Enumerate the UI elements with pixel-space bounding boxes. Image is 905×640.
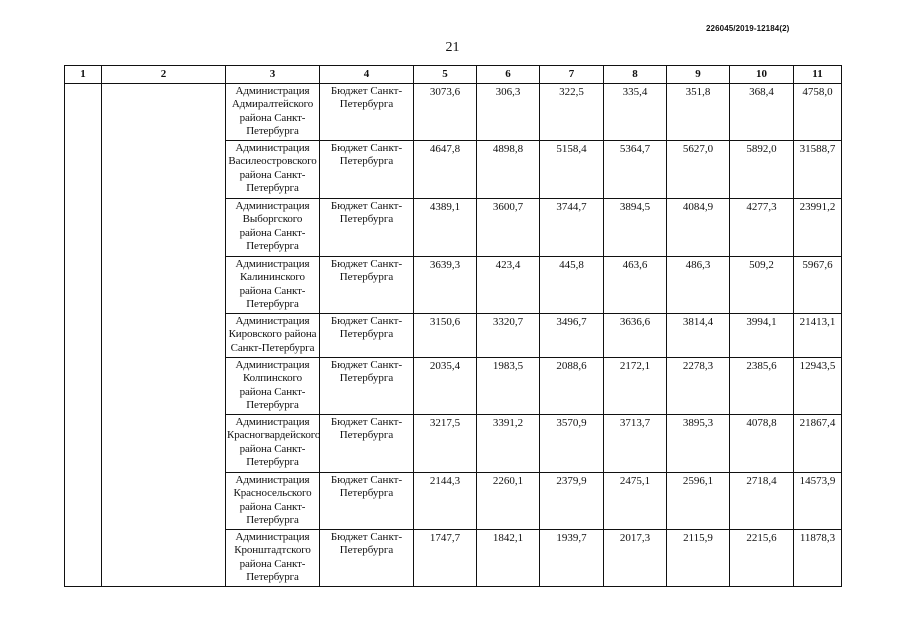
value-cell-col10: 2718,4 — [730, 473, 794, 530]
value-cell-col5: 4389,1 — [414, 199, 477, 257]
org-name-cell: Администрация Адмиралтейского района Санкт-Петербурга — [226, 84, 320, 141]
value-cell-col6: 3600,7 — [477, 199, 540, 257]
value-cell-col11: 31588,7 — [794, 141, 842, 199]
value-cell-col9: 2115,9 — [667, 530, 730, 587]
value-cell-col6: 1842,1 — [477, 530, 540, 587]
value-cell-col8: 2017,3 — [604, 530, 667, 587]
value-cell-col5: 2144,3 — [414, 473, 477, 530]
org-name-cell: Администрация Кронштадтского района Санкт-Петербурга — [226, 530, 320, 587]
empty-cell-col1 — [65, 84, 102, 587]
value-cell-col10: 2385,6 — [730, 358, 794, 415]
org-name-cell: Администрация Красносельского района Санкт-Петербурга — [226, 473, 320, 530]
value-cell-col6: 423,4 — [477, 257, 540, 314]
value-cell-col9: 2278,3 — [667, 358, 730, 415]
value-cell-col7: 322,5 — [540, 84, 604, 141]
table-row — [65, 84, 842, 141]
value-cell-col6: 1983,5 — [477, 358, 540, 415]
value-cell-col11: 12943,5 — [794, 358, 842, 415]
budget-source-cell: Бюджет Санкт-Петербурга — [320, 314, 414, 358]
value-cell-col7: 445,8 — [540, 257, 604, 314]
value-cell-col8: 2172,1 — [604, 358, 667, 415]
column-header-4: 4 — [320, 66, 414, 84]
budget-source-cell: Бюджет Санкт-Петербурга — [320, 84, 414, 141]
value-cell-col11: 14573,9 — [794, 473, 842, 530]
column-header-9: 9 — [667, 66, 730, 84]
budget-source-cell: Бюджет Санкт-Петербурга — [320, 473, 414, 530]
value-cell-col7: 1939,7 — [540, 530, 604, 587]
value-cell-col10: 3994,1 — [730, 314, 794, 358]
value-cell-col8: 2475,1 — [604, 473, 667, 530]
budget-source-cell: Бюджет Санкт-Петербурга — [320, 141, 414, 199]
org-name-cell: Администрация Василеостровского района Санкт-Петербурга — [226, 141, 320, 199]
value-cell-col5: 3217,5 — [414, 415, 477, 473]
value-cell-col5: 3073,6 — [414, 84, 477, 141]
column-header-1: 1 — [65, 66, 102, 84]
column-header-7: 7 — [540, 66, 604, 84]
document-id: 226045/2019-12184(2) — [706, 24, 790, 33]
value-cell-col11: 4758,0 — [794, 84, 842, 141]
column-header-3: 3 — [226, 66, 320, 84]
org-name-cell: Администрация Красногвардейского района Санкт-Петербурга — [226, 415, 320, 473]
value-cell-col7: 2379,9 — [540, 473, 604, 530]
value-cell-col8: 335,4 — [604, 84, 667, 141]
table-body — [65, 84, 842, 587]
value-cell-col5: 3639,3 — [414, 257, 477, 314]
value-cell-col10: 368,4 — [730, 84, 794, 141]
budget-table — [64, 65, 842, 587]
value-cell-col6: 2260,1 — [477, 473, 540, 530]
header-row — [65, 66, 842, 84]
column-header-8: 8 — [604, 66, 667, 84]
value-cell-col9: 2596,1 — [667, 473, 730, 530]
value-cell-col6: 4898,8 — [477, 141, 540, 199]
column-header-11: 11 — [794, 66, 842, 84]
value-cell-col8: 3713,7 — [604, 415, 667, 473]
budget-source-cell: Бюджет Санкт-Петербурга — [320, 358, 414, 415]
value-cell-col7: 3570,9 — [540, 415, 604, 473]
org-name-cell: Администрация Калининского района Санкт-Петербурга — [226, 257, 320, 314]
value-cell-col8: 3894,5 — [604, 199, 667, 257]
value-cell-col9: 4084,9 — [667, 199, 730, 257]
value-cell-col9: 351,8 — [667, 84, 730, 141]
value-cell-col8: 463,6 — [604, 257, 667, 314]
budget-source-cell: Бюджет Санкт-Петербурга — [320, 530, 414, 587]
value-cell-col5: 3150,6 — [414, 314, 477, 358]
value-cell-col9: 486,3 — [667, 257, 730, 314]
column-header-10: 10 — [730, 66, 794, 84]
value-cell-col8: 3636,6 — [604, 314, 667, 358]
value-cell-col6: 3391,2 — [477, 415, 540, 473]
value-cell-col11: 23991,2 — [794, 199, 842, 257]
empty-cell-col2 — [102, 84, 226, 587]
value-cell-col5: 1747,7 — [414, 530, 477, 587]
org-name-cell: Администрация Колпинского района Санкт-Петербурга — [226, 358, 320, 415]
value-cell-col5: 4647,8 — [414, 141, 477, 199]
value-cell-col7: 3744,7 — [540, 199, 604, 257]
value-cell-col10: 5892,0 — [730, 141, 794, 199]
value-cell-col11: 21413,1 — [794, 314, 842, 358]
column-header-2: 2 — [102, 66, 226, 84]
budget-source-cell: Бюджет Санкт-Петербурга — [320, 257, 414, 314]
value-cell-col10: 509,2 — [730, 257, 794, 314]
value-cell-col5: 2035,4 — [414, 358, 477, 415]
value-cell-col11: 11878,3 — [794, 530, 842, 587]
value-cell-col7: 5158,4 — [540, 141, 604, 199]
column-header-6: 6 — [477, 66, 540, 84]
budget-source-cell: Бюджет Санкт-Петербурга — [320, 199, 414, 257]
value-cell-col7: 2088,6 — [540, 358, 604, 415]
value-cell-col6: 3320,7 — [477, 314, 540, 358]
budget-source-cell: Бюджет Санкт-Петербурга — [320, 415, 414, 473]
value-cell-col11: 5967,6 — [794, 257, 842, 314]
value-cell-col10: 2215,6 — [730, 530, 794, 587]
value-cell-col6: 306,3 — [477, 84, 540, 141]
column-header-5: 5 — [414, 66, 477, 84]
value-cell-col8: 5364,7 — [604, 141, 667, 199]
value-cell-col10: 4277,3 — [730, 199, 794, 257]
value-cell-col7: 3496,7 — [540, 314, 604, 358]
value-cell-col10: 4078,8 — [730, 415, 794, 473]
value-cell-col11: 21867,4 — [794, 415, 842, 473]
value-cell-col9: 3814,4 — [667, 314, 730, 358]
org-name-cell: Администрация Выборгского района Санкт-Петербурга — [226, 199, 320, 257]
value-cell-col9: 5627,0 — [667, 141, 730, 199]
org-name-cell: Администрация Кировского района Санкт-Петербурга — [226, 314, 320, 358]
value-cell-col9: 3895,3 — [667, 415, 730, 473]
page-number: 21 — [445, 40, 460, 55]
